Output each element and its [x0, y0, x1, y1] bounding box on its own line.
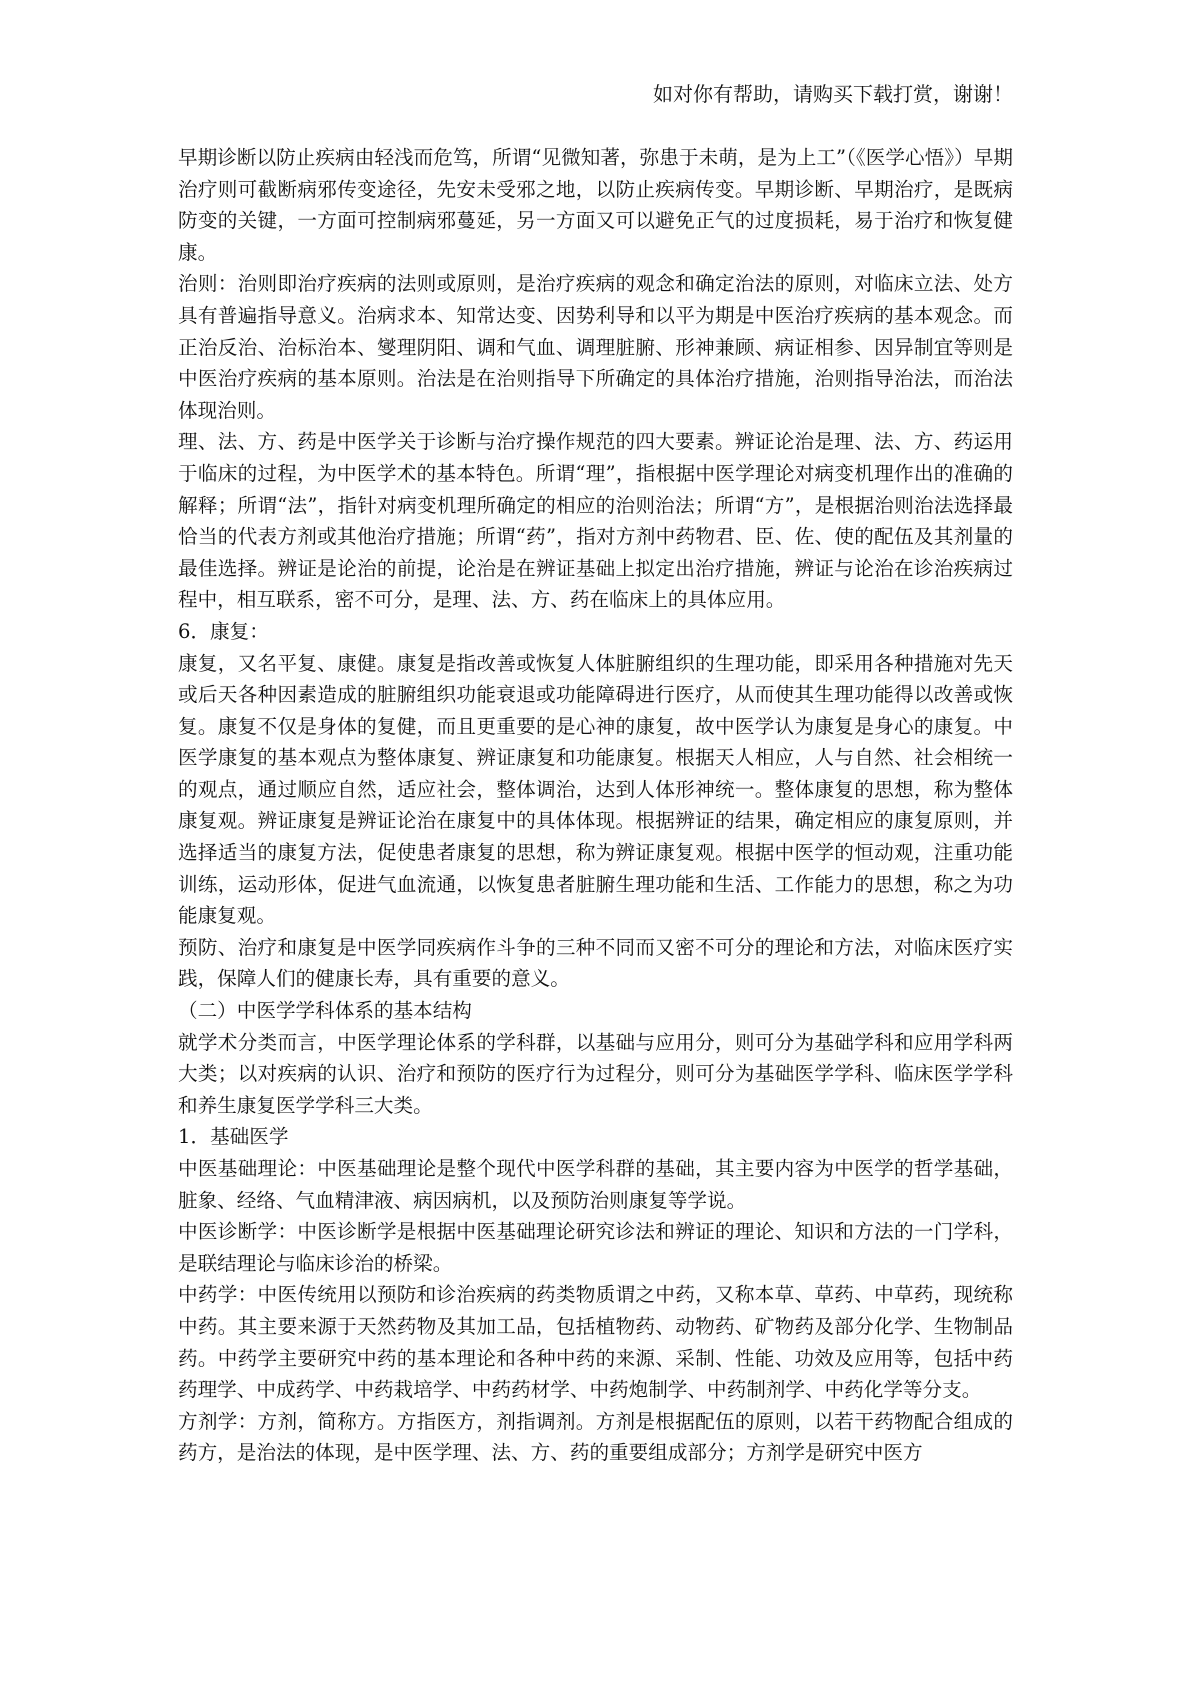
- paragraph-prevention-summary: 预防、治疗和康复是中医学同疾病作斗争的三种不同而又密不可分的理论和方法，对临床医疗实践，保障人们的健康长寿，具有重要的意义。: [178, 935, 1013, 991]
- paragraph-basic-theory: 中医基础理论：中医基础理论是整个现代中医学科群的基础，其主要内容为中医学的哲学基础，脏象、经络、气血精津液、病因病机，以及预防治则康复等学说。: [178, 1157, 1013, 1212]
- paragraph-li-fa-fang-yao: 理、法、方、药是中医学关于诊断与治疗操作规范的四大要素。辨证论治是理、法、方、药运用于临床的过程，为中医学术的基本特色。所谓“理”，指根据中医学理论对病变机理作出的准确的解释；所谓“法”，指针对病变机理所确定的相应的治则治法；所谓“方”，是根据治则治法选择最恰当的代表方剂或其他治疗措施；所谓“药”，指对方剂中药物君、臣、佐、使的配伍及其剂量的最佳选择。辨证是论治的前提，论治是在辨证基础上拟定出治疗措施，辨证与论治在诊治疾病过程中，相互联系，密不可分，是理、法、方、药在临床上的具体应用。: [178, 430, 1013, 612]
- paragraph-discipline-classification: 就学术分类而言，中医学理论体系的学科群，以基础与应用分，则可分为基础学科和应用学科两大类；以对疾病的认识、治疗和预防的医疗行为过程分，则可分为基础医学学科、临床医学学科和养生康复医学学科三大类。: [178, 1030, 1013, 1117]
- paragraph-pharmacology: 中药学：中医传统用以预防和诊治疾病的药类物质谓之中药，又称本草、草药、中草药，现统称中药。其主要来源于天然药物及其加工品，包括植物药、动物药、矿物药及部分化学、生物制品药。中药学主要研究中药的基本理论和各种中药的来源、采制、性能、功效及应用等，包括中药药理学、中成药学、中药栽培学、中药药材学、中药炮制学、中药制剂学、中药化学等分支。: [178, 1283, 1013, 1402]
- paragraph-early-diagnosis: 早期诊断以防止疾病由轻浅而危笃，所谓“见微知著，弥患于未萌，是为上工”（《医学心悟》）早期治疗则可截断病邪传变途径，先安未受邪之地，以防止疾病传变。早期诊断、早期治疗，是既病防变的关键，一方面可控制病邪蔓延，另一方面又可以避免正气的过度损耗，易于治疗和恢复健康。: [178, 146, 1013, 264]
- header-note: 如对你有帮助，请购买下载打赏，谢谢！: [653, 82, 1013, 106]
- section-heading-discipline-structure: （二）中医学学科体系的基本结构: [178, 999, 472, 1023]
- paragraph-diagnostics: 中医诊断学：中医诊断学是根据中医基础理论研究诊法和辨证的理论、知识和方法的一门学科，是联结理论与临床诊治的桥梁。: [178, 1220, 1013, 1275]
- paragraph-formulas: 方剂学：方剂，简称方。方指医方，剂指调剂。方剂是根据配伍的原则，以若干药物配合组成的药方，是治法的体现，是中医学理、法、方、药的重要组成部分；方剂学是研究中医方: [178, 1409, 1013, 1465]
- paragraph-rehabilitation: 康复，又名平复、康健。康复是指改善或恢复人体脏腑组织的生理功能，即采用各种措施对先天或后天各种因素造成的脏腑组织功能衰退或功能障碍进行医疗，从而使其生理功能得以改善或恢复。康复不仅是身体的复健，而且更重要的是心神的康复，故中医学认为康复是身心的康复。中医学康复的基本观点为整体康复、辨证康复和功能康复。根据天人相应，人与自然、社会相统一的观点，通过顺应自然，适应社会，整体调治，达到人体形神统一。整体康复的思想，称为整体康复观。辨证康复是辨证论治在康复中的具体体现。根据辨证的结果，确定相应的康复原则，并选择适当的康复方法，促使患者康复的思想，称为辨证康复观。根据中医学的恒动观，注重功能训练，运动形体，促进气血流通，以恢复患者脏腑生理功能和生活、工作能力的思想，称之为功能康复观。: [178, 651, 1013, 928]
- document-body: [178, 142, 1013, 1469]
- section-heading-basic-medicine: 1．基础医学: [178, 1125, 289, 1149]
- paragraph-treatment-principles: 治则：治则即治疗疾病的法则或原则，是治疗疾病的观念和确定治法的原则，对临床立法、处方具有普遍指导意义。治病求本、知常达变、因势利导和以平为期是中医治疗疾病的基本观念。而正治反治、治标治本、燮理阴阳、调和气血、调理脏腑、形神兼顾、病证相参、因异制宜等则是中医治疗疾病的基本原则。治法是在治则指导下所确定的具体治疗措施，治则指导治法，而治法体现治则。: [178, 272, 1013, 422]
- section-heading-rehabilitation: 6．康复：: [178, 619, 269, 643]
